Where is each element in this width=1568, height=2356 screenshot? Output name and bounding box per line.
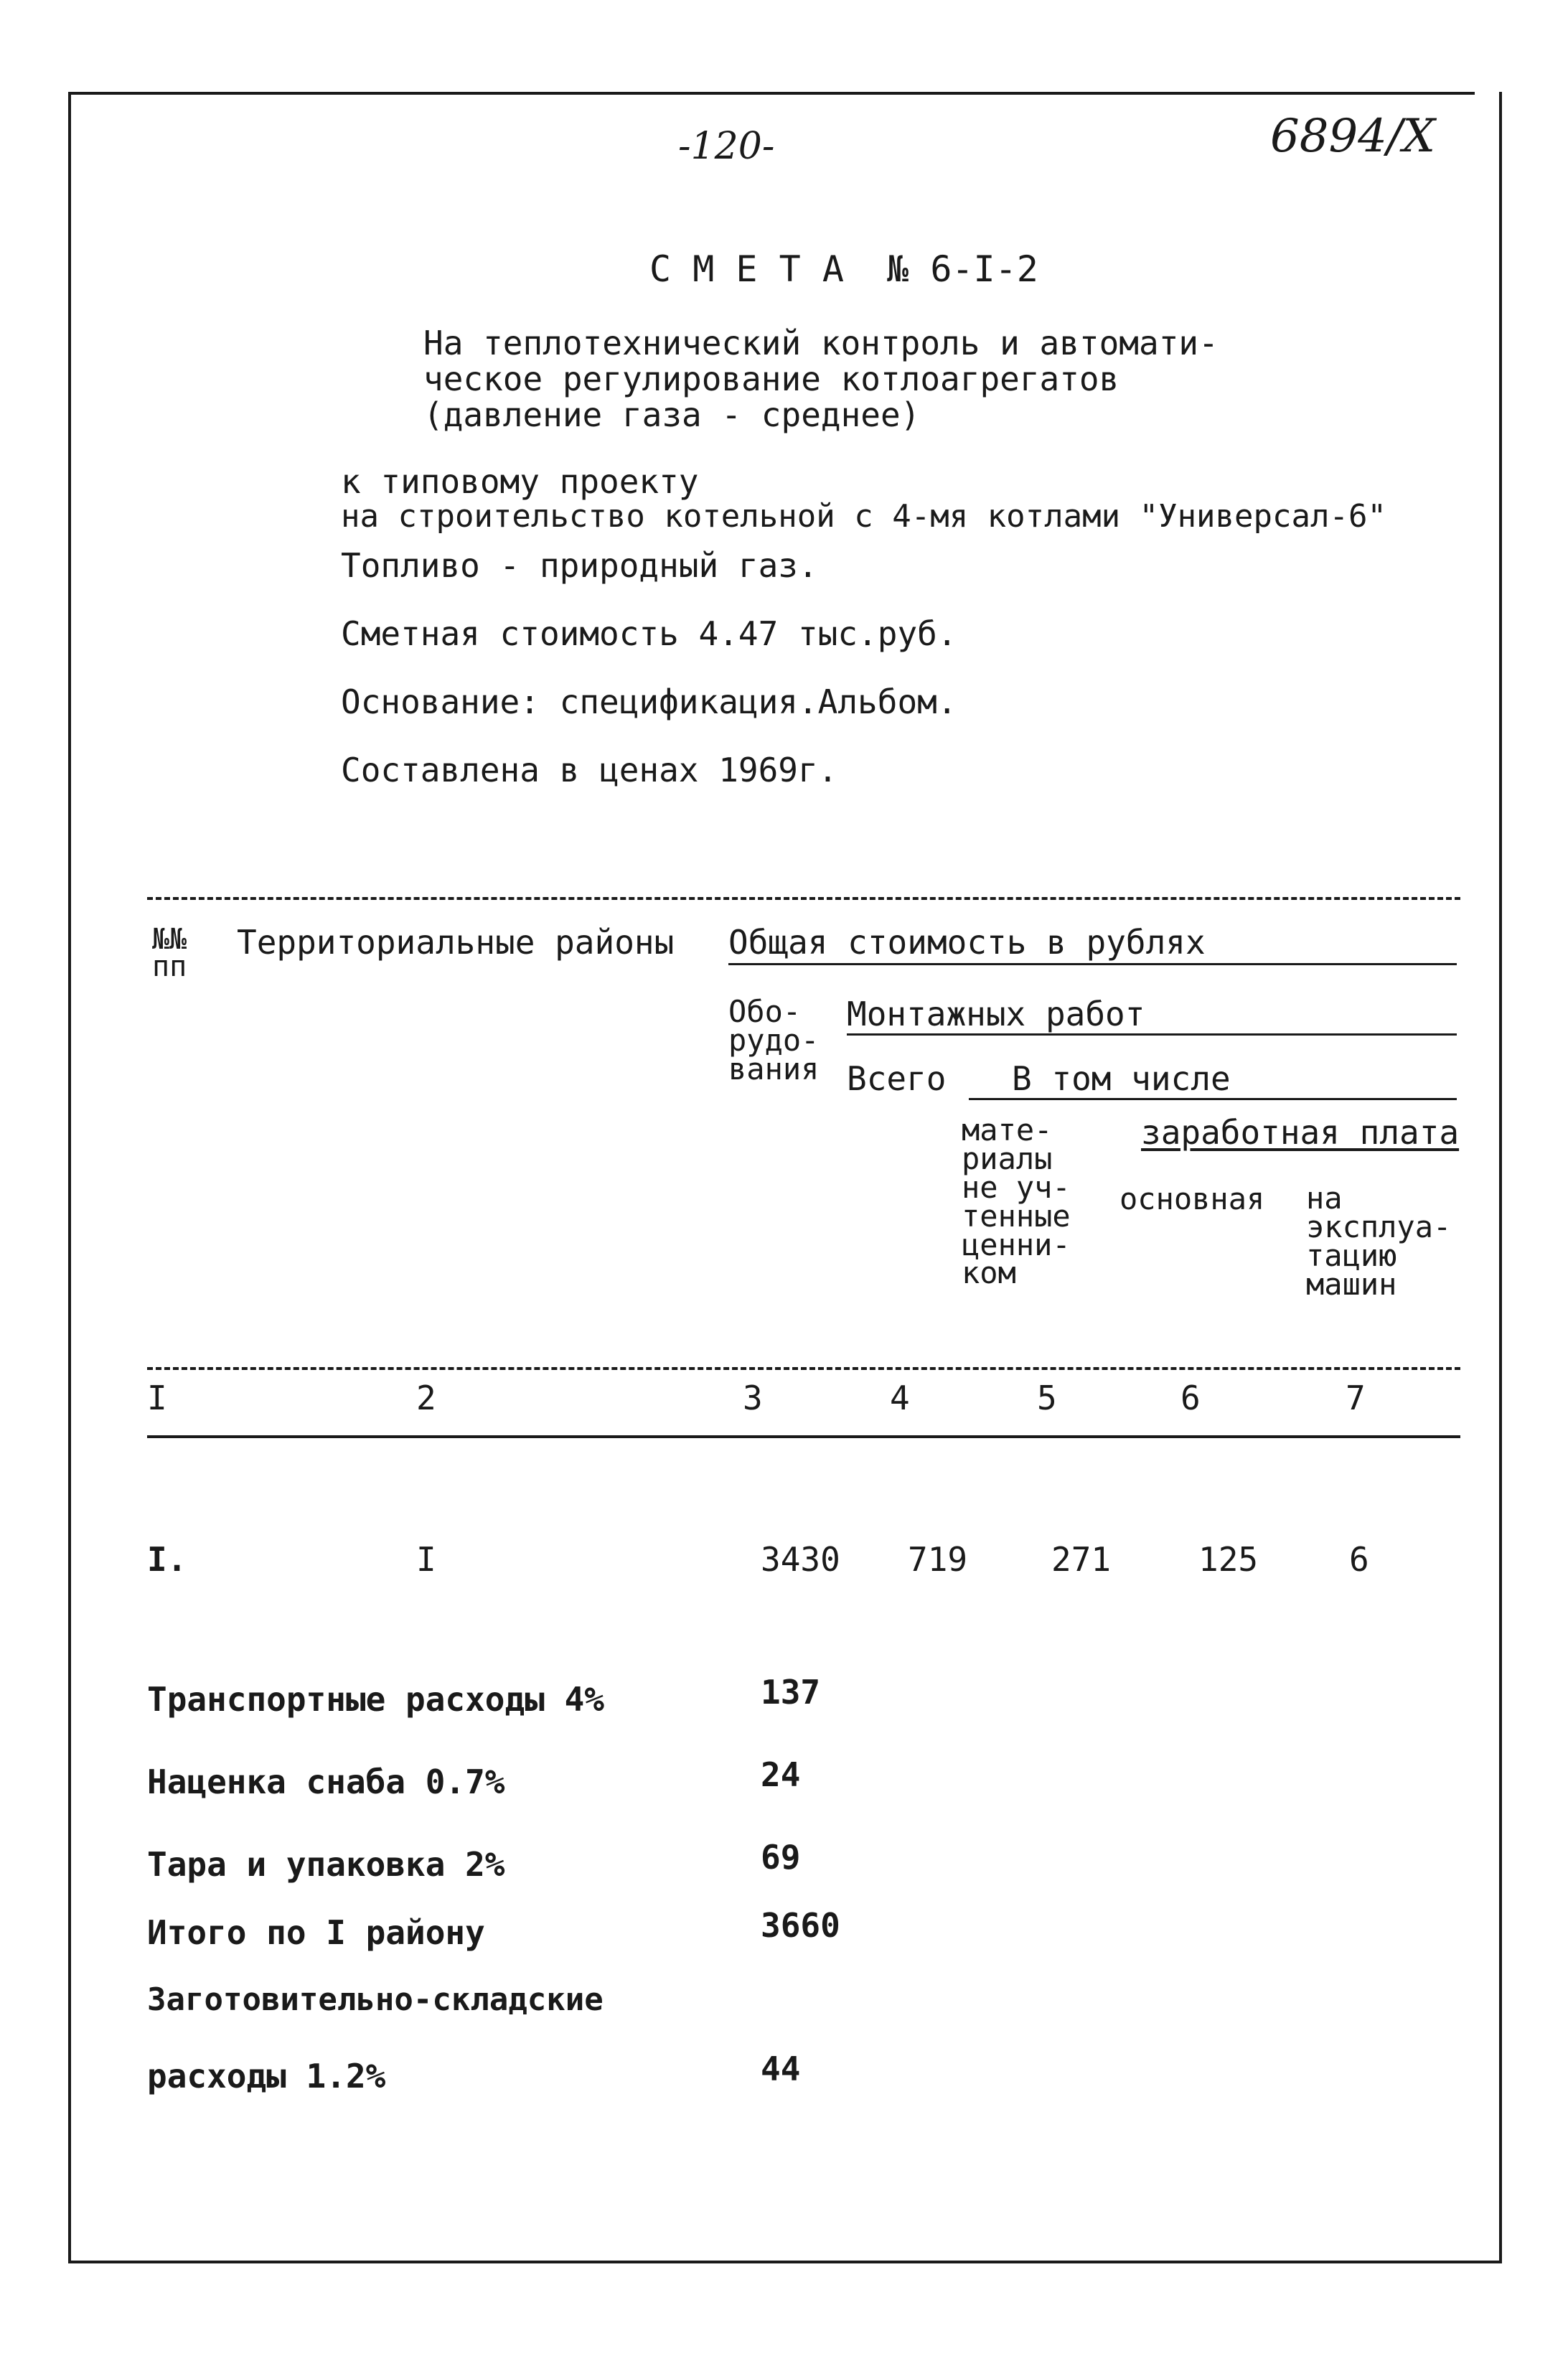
col-header-total-cost: Общая стоимость в рублях (728, 923, 1206, 962)
row-basic: 125 (1198, 1540, 1259, 1579)
estimate-title: С М Е Т А № 6-I-2 (649, 248, 1038, 290)
col-number-7: 7 (1346, 1379, 1366, 1417)
summary-label-procurement: Заготовительно-складские (147, 1981, 604, 2018)
col-number-6: 6 (1180, 1379, 1201, 1417)
col-number-2: 2 (416, 1379, 436, 1417)
col-header-basic: основная (1119, 1181, 1265, 1216)
summary-label-packaging: Тара и упаковка 2% (147, 1845, 505, 1884)
subtitle-line-3: (давление газа - среднее) (423, 395, 921, 434)
prices-line: Составлена в ценах 1969г. (341, 751, 838, 789)
summary-value-transport: 137 (761, 1673, 821, 1712)
col-number-3: 3 (743, 1379, 763, 1417)
project-line-2: на строительство котельной с 4-мя котлами "Универсал-6" (341, 498, 1386, 535)
page-frame-top (68, 92, 1475, 95)
cost-line: Сметная стоимость 4.47 тыс.руб. (341, 614, 957, 653)
summary-label-transport: Транспортные расходы 4% (147, 1680, 604, 1719)
col-header-equipment: Обо- рудо- вания (728, 994, 820, 1087)
summary-value-region-total: 3660 (761, 1906, 840, 1945)
page-number: -120- (678, 125, 775, 168)
row-materials: 271 (1051, 1540, 1112, 1579)
subtitle-line-1: На теплотехнический контроль и автомати- (423, 324, 1219, 362)
row-machines: 6 (1349, 1540, 1369, 1579)
column-numbers-bottom-rule (147, 1435, 1460, 1438)
col-number-1: I (147, 1379, 167, 1417)
fuel-line: Топливо - природный газ. (341, 546, 818, 585)
col-number-4: 4 (890, 1379, 910, 1417)
installation-rule (847, 1033, 1457, 1036)
row-equipment: 3430 (761, 1540, 840, 1579)
col-header-including: В том числе (1012, 1059, 1231, 1098)
total-cost-rule (728, 963, 1457, 965)
col-header-installation: Монтажных работ (847, 995, 1145, 1033)
col-header-machines: на эксплуа- тацию машин (1306, 1181, 1452, 1302)
col-header-region: Территориальные районы (237, 923, 675, 962)
basis-line: Основание: спецификация.Альбом. (341, 682, 957, 721)
summary-label-region-total: Итого по I району (147, 1913, 485, 1952)
col-header-wages: заработная плата (1141, 1113, 1460, 1152)
row-region: I (416, 1540, 436, 1579)
col-header-materials: мате- риалы не уч- тенные ценни- ком (962, 1112, 1071, 1291)
summary-value-packaging: 69 (761, 1838, 801, 1877)
table-top-divider (147, 897, 1460, 900)
summary-label-markup: Наценка снаба 0.7% (147, 1763, 505, 1801)
summary-label-procurement-rate: расходы 1.2% (147, 2057, 386, 2095)
subtitle-line-2: ческое регулирование котлоагрегатов (423, 360, 1119, 398)
col-header-total: Всего (847, 1059, 947, 1098)
including-rule (969, 1098, 1457, 1100)
summary-value-procurement: 44 (761, 2050, 801, 2088)
column-numbers-top-divider (147, 1367, 1460, 1370)
row-total: 719 (908, 1540, 968, 1579)
document-code: 6894/X (1270, 110, 1435, 163)
summary-value-markup: 24 (761, 1755, 801, 1794)
row-num: I. (147, 1540, 187, 1579)
col-number-5: 5 (1037, 1379, 1057, 1417)
col-header-num: №№ пп (152, 923, 187, 983)
project-line-1: к типовому проекту (341, 462, 699, 501)
